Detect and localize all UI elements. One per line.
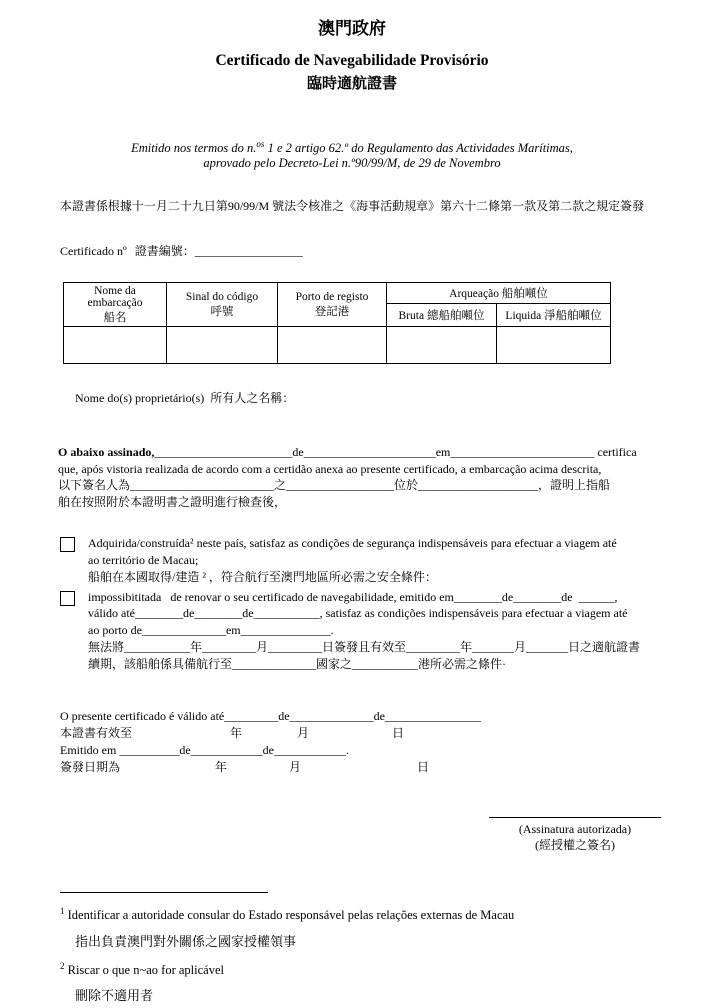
issue-pt-line: Emitido em __________de____________de____________. xyxy=(60,742,349,757)
legal-line1-pre: Emitido nos termos do n. xyxy=(131,141,257,156)
option-acquired-line3-zh: 船舶在本國取得/建造 ² ，符合航行至澳門地區所必需之安全條件： xyxy=(88,569,437,584)
option-acquired-line2: ao território de Macau; xyxy=(88,552,199,567)
gov-title-zh: 澳門政府 xyxy=(318,19,386,38)
declaration-line3-zh: 以下簽名人為________________________之__________________位於____________________，證明上指船 xyxy=(58,478,611,493)
certificate-page xyxy=(0,14,704,1004)
vessel-table xyxy=(63,282,611,364)
cell-port-of-registry[interactable] xyxy=(278,327,387,364)
validity-zh-line xyxy=(60,725,704,742)
owner-label-pt: Nome do(s) proprietário(s) xyxy=(75,391,205,406)
issue-zh-day: 日 xyxy=(417,760,430,775)
checkbox-unable-to-renew[interactable] xyxy=(60,591,75,606)
header-call-sign xyxy=(167,283,278,327)
header-call-sign-zh: 呼號 xyxy=(210,305,234,318)
footnote-2-pt-text: Riscar o que n~ao for aplicável xyxy=(67,962,224,977)
option-renew-line1: impossibititada de renovar o seu certificado de navegabilidade, emitido em________de________de ______, xyxy=(88,589,618,604)
cell-net-tonnage[interactable] xyxy=(497,327,611,364)
header-vessel-name-zh: 船名 xyxy=(103,311,127,324)
cell-gross-tonnage[interactable] xyxy=(387,327,497,364)
validity-section xyxy=(60,708,704,777)
certificate-title-pt: Certificado de Navegabilidade Provisório xyxy=(215,52,489,69)
legal-basis-zh: 本證書係根據十一月二十九日第90/99/M 號法令核准之《海事活動規章》第六十二條第一款及第二款之規定簽發 xyxy=(59,199,645,214)
declaration-line1 xyxy=(58,444,674,461)
footnote-2-pt xyxy=(60,954,704,983)
header-port-of-registry-pt: Porto de registo xyxy=(295,290,369,303)
cell-call-sign[interactable] xyxy=(167,327,278,364)
option-renew-line4-zh: 無法將___________年_________月_________日簽發且有效至_________年_______月_______日之適航證書 xyxy=(88,639,641,654)
option-renew-line5-zh: 續期，該船舶係具備航行至______________國家之___________港所必需之條件· xyxy=(88,656,506,671)
owner-label-zh: 所有人之名稱： xyxy=(210,391,295,406)
validity-zh-year: 年 xyxy=(230,725,243,740)
validity-pt-line: O presente certificado é válido até_________de______________de________________ xyxy=(60,708,481,723)
signature-caption-pt: (Assinatura autorizada) xyxy=(518,822,632,837)
option-unable-to-renew-text xyxy=(88,589,674,673)
option-unable-to-renew xyxy=(60,589,704,673)
option-acquired xyxy=(60,535,704,585)
checkbox-acquired[interactable] xyxy=(60,537,75,552)
header-vessel-name-pt: Nome da embarcação xyxy=(87,284,143,309)
certificate-title-zh: 臨時適航證書 xyxy=(306,76,397,92)
legal-line1-superscript: os xyxy=(256,139,265,149)
header-port-of-registry-zh: 登記港 xyxy=(314,305,350,318)
certificate-number-blank[interactable]: __________________ xyxy=(194,244,303,259)
signature-line[interactable] xyxy=(489,816,661,818)
option-acquired-line1: Adquirida/construída² neste país, satisfaz as condições de segurança indispensáveis para efectuar a viagem até xyxy=(88,536,617,551)
declaration-lead: O abaixo assinado, xyxy=(58,445,155,460)
declaration-line2: que, após vistoria realizada de acordo com a certidão anexa ao presente certificado, a embarcação acima descrita, xyxy=(58,461,602,476)
footnote-2-marker: 2 xyxy=(60,960,65,971)
header-gross-tonnage: Bruta 總船舶噸位 xyxy=(387,304,497,327)
header-tonnage: Arqueação 船舶噸位 xyxy=(387,283,611,304)
issue-zh-year: 年 xyxy=(215,760,228,775)
header-net-tonnage: Liquida 淨船舶噸位 xyxy=(497,304,611,327)
footnote-2-zh: 刪除不適用者 xyxy=(75,987,154,1003)
option-renew-line2: válido até________de________de___________, satisfaz as condições indispensáveis para efectuar a viagem até xyxy=(88,606,628,621)
footnote-1-zh: 指出負責澳門對外關係之國家授權領事 xyxy=(75,933,297,949)
validity-zh-month: 月 xyxy=(297,725,310,740)
legal-basis-line1 xyxy=(0,137,704,156)
header-call-sign-pt: Sinal do código xyxy=(185,290,259,303)
validity-zh-day: 日 xyxy=(392,725,405,740)
owner-name-line xyxy=(75,389,704,406)
issue-zh-label: 簽發日期為 xyxy=(60,760,121,775)
option-renew-line3: ao porto de______________em_______________. xyxy=(88,623,334,638)
table-row xyxy=(64,327,611,364)
option-list xyxy=(60,535,704,672)
header-vessel-name xyxy=(64,283,167,327)
certificate-number-line xyxy=(60,242,704,259)
footnotes xyxy=(60,892,704,1007)
declaration-line4-zh: 舶在按照附於本證明書之證明進行檢查後， xyxy=(58,494,287,509)
legal-line1-post: 1 e 2 artigo 62.º do Regulamento das Actividades Marítimas, xyxy=(264,141,573,156)
declaration-line1-rest: _______________________de______________________em________________________ certifica xyxy=(154,445,637,460)
certificate-number-label-pt: Certificado nº xyxy=(60,244,127,259)
option-acquired-text xyxy=(88,535,674,585)
signature-block xyxy=(487,816,663,853)
legal-basis xyxy=(0,137,704,214)
footnote-1-marker: 1 xyxy=(60,906,65,917)
declaration-paragraph xyxy=(58,444,674,510)
footnote-1-pt-text: Identificar a autoridade consular do Estado responsável pelas relações externas de Macau xyxy=(67,908,515,923)
legal-basis-line2: aprovado pelo Decreto-Lei n.º90/99/M, de 29 de Novembro xyxy=(203,156,501,171)
certificate-number-label-zh: 證書編號： xyxy=(134,244,195,259)
validity-zh-label: 本證書有效至 xyxy=(60,725,133,740)
issue-zh-line xyxy=(60,759,704,776)
signature-caption-zh: (經授權之簽名) xyxy=(535,838,615,853)
header-port-of-registry xyxy=(278,283,387,327)
issue-zh-month: 月 xyxy=(289,760,302,775)
footnote-1-pt xyxy=(60,899,704,928)
footnote-divider xyxy=(60,892,268,893)
cell-vessel-name[interactable] xyxy=(64,327,167,364)
